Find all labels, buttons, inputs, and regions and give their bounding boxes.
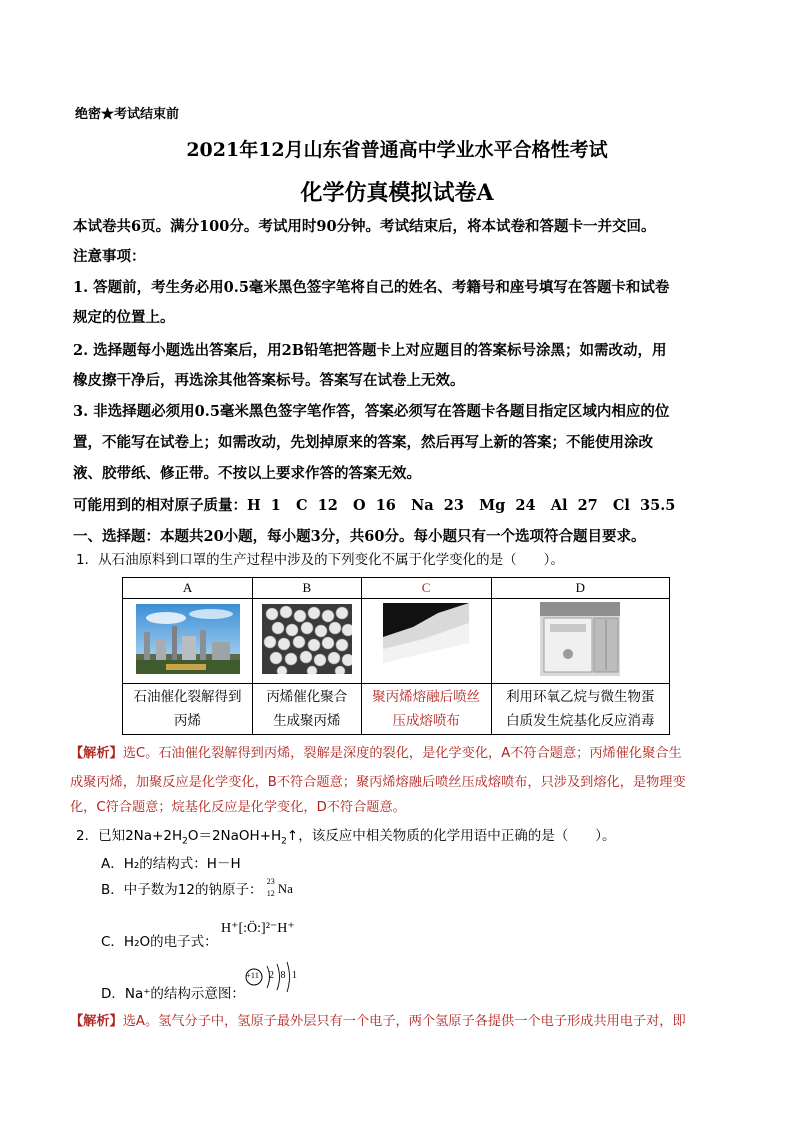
q2-stem-part1: 2．已知2Na+2H [76, 828, 183, 844]
option-c-image-cell [361, 599, 491, 684]
option-a-caption-line2: 丙烯 [174, 713, 202, 729]
sodium-isotope-formula [267, 879, 299, 901]
q2-stem-part2: O＝2NaOH+H [187, 828, 282, 844]
option-a-caption-line1: 石油催化裂解得到 [133, 689, 242, 705]
exam-title: 2021年12月山东省普通高中学业水平合格性考试 [186, 139, 608, 161]
shell-electrons: 2 8 1 [269, 970, 299, 981]
q2-option-b [101, 878, 299, 901]
notice-1b: 规定的位置上。 [73, 309, 175, 326]
sterilizer-photo [540, 602, 620, 676]
q1-stem: 1．从石油原料到口罩的生产过程中涉及的下列变化不属于化学变化的是（ ）。 [76, 552, 564, 568]
option-b-caption [253, 684, 362, 735]
notice-2a: 2. 选择题每小题选出答案后，用2B铅笔把答题卡上对应题目的答案标号涂黑；如需改动，用 [73, 342, 667, 359]
notice-3b: 置，不能写在试卷上；如需改动，先划掉原来的答案，然后再写上新的答案；不能使用涂改 [73, 434, 653, 451]
q2-analysis-text1: 选A。氢气分子中，氢原子最外层只有一个电子，两个氢原子各提供一个电子形成共用电子对，即 [122, 1014, 686, 1029]
pellets-photo [262, 604, 352, 674]
q2-option-d: D．Na⁺的结构示意图： [101, 986, 245, 1002]
refinery-photo [136, 604, 240, 674]
option-c-caption [361, 684, 491, 735]
q2-analysis-line1 [70, 1010, 730, 1034]
option-c-caption-line2: 压成熔喷布 [392, 713, 460, 729]
section-heading: 一、选择题：本题共20小题，每小题3分，共60分。每小题只有一个选项符合题目要求。 [73, 528, 646, 545]
option-b-image-cell [253, 599, 362, 684]
q1-analysis-line2: 成聚丙烯，加聚反应是化学变化，B不符合题意；聚丙烯熔融后喷丝压成熔喷布，只涉及到熔化，是物理变 [70, 775, 686, 790]
notice-3a: 3. 非选择题必须用0.5毫米黑色签字笔作答，答案必须写在答题卡各题目指定区域内相应的位 [73, 403, 670, 420]
notice-2b: 橡皮擦干净后，再选涂其他答案标号。答案写在试卷上无效。 [73, 372, 465, 389]
atomic-masses: 可能用到的相对原子质量：H 1 C 12 O 16 Na 23 Mg 24 Al 27 Cl 35.5 [73, 497, 676, 514]
option-d-caption [491, 684, 669, 735]
analysis-tag: 【解析】 [70, 746, 123, 761]
q1-analysis-line1 [70, 742, 730, 766]
option-a-caption [123, 684, 253, 735]
q1-analysis-text1: 选C。石油催化裂解得到丙烯，裂解是深度的裂化，是化学变化，A不符合题意；丙烯催化聚合生 [122, 746, 682, 761]
nucleus-label: +11 [246, 970, 259, 980]
atomic-number: 12 [266, 889, 275, 898]
water-electron-formula: H⁺[:Ö:]²⁻H⁺ [221, 921, 295, 936]
option-c-letter: C [361, 578, 491, 599]
mass-number: 23 [266, 877, 275, 886]
q1-analysis-line3: 化，C符合题意；烷基化反应是化学变化，D不符合题意。 [70, 800, 406, 815]
paper-title: 化学仿真模拟试卷A [300, 180, 494, 206]
meltblown-photo [383, 603, 469, 675]
notice-1a: 1. 答题前，考生务必用0.5毫米黑色签字笔将自己的姓名、考籍号和座号填写在答题卡和试卷 [73, 279, 670, 296]
q2-stem-part3: ↑，该反应中相关物质的化学用语中正确的是（ ）。 [286, 828, 616, 844]
option-b-caption-line2: 生成聚丙烯 [273, 713, 341, 729]
q2-stem: 2．已知$2Na+2H_2O=2NaOH+H_2↑$，该反应中相关物质的化学用语中正确的是（ ）。 [76, 828, 616, 847]
option-a-image-cell [123, 599, 253, 684]
sodium-ion-diagram [245, 958, 305, 998]
q2-analysis-tag: 【解析】 [70, 1014, 123, 1029]
option-d-caption-line1: 利用环氧乙烷与微生物蛋 [506, 689, 655, 705]
q2-option-c: C．H₂O的电子式： [101, 934, 218, 950]
q2-option-a: A．H₂的结构式：H－H [101, 856, 241, 872]
option-d-letter: D [491, 578, 669, 599]
q1-options-table [122, 577, 670, 735]
option-d-caption-line2: 白质发生烷基化反应消毒 [506, 713, 655, 729]
intro-line: 本试卷共6页。满分100分。考试用时90分钟。考试结束后，将本试卷和答题卡一并交回。 [73, 218, 656, 235]
secret-label: 绝密★考试结束前 [75, 107, 180, 122]
option-d-image-cell [491, 599, 669, 684]
q2-option-b-label: B．中子数为12的钠原子： [101, 882, 263, 898]
notice-heading: 注意事项： [73, 248, 146, 265]
option-b-caption-line1: 丙烯催化聚合 [266, 689, 348, 705]
option-c-caption-line1: 聚丙烯熔融后喷丝 [372, 689, 481, 705]
notice-3c: 液、胶带纸、修正带。不按以上要求作答的答案无效。 [73, 465, 421, 482]
element-symbol: Na [277, 881, 293, 896]
option-b-letter: B [253, 578, 362, 599]
option-a-letter: A [123, 578, 253, 599]
